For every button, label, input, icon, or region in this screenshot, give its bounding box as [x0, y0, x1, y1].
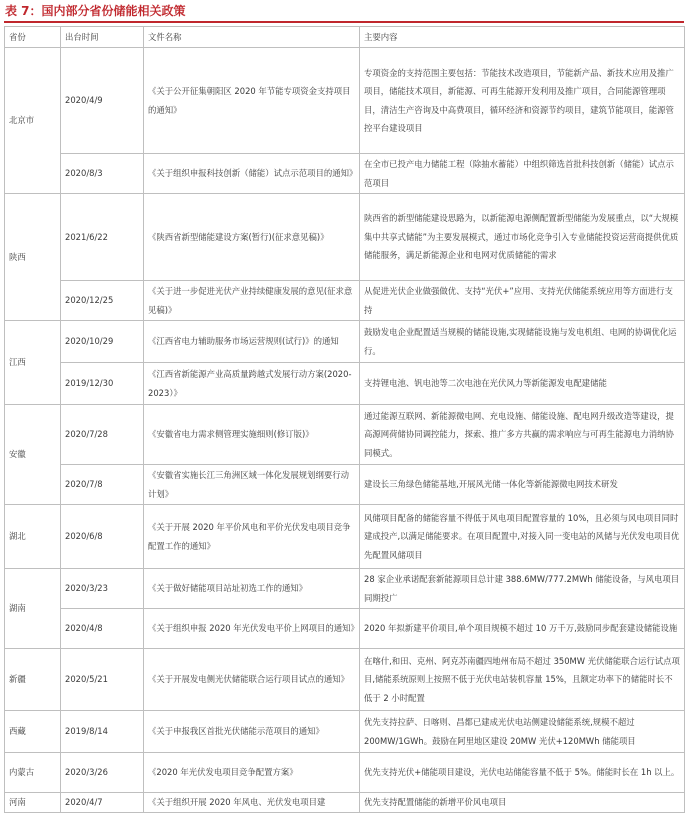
table-row [5, 753, 685, 793]
date-cell: 2019/8/14 [61, 711, 144, 753]
table-row [5, 465, 685, 505]
file-name-cell: 《安徽省电力需求侧管理实施细则(修订版)》 [144, 405, 360, 465]
table-row [5, 194, 685, 281]
file-name-cell: 《陕西省新型储能建设方案(暂行)(征求意见稿)》 [144, 194, 360, 281]
date-cell: 2019/12/30 [61, 363, 144, 405]
policy-table [4, 26, 685, 813]
header-content: 主要内容 [360, 27, 685, 48]
file-name-cell: 《关于申报我区首批光伏储能示范项目的通知》 [144, 711, 360, 753]
province-cell: 新疆 [5, 649, 61, 711]
file-name-cell: 《江西省电力辅助服务市场运营规则(试行)》的通知 [144, 321, 360, 363]
table-row [5, 405, 685, 465]
content-cell: 专项资金的支持范围主要包括：节能技术改造项目，节能新产品、新技术应用及推广项目，储能技术项目，新能源、可再生能源开发利用及推广项目，合同能源管理项目，清洁生产咨询及中高费项目，循环经济和资源节约项目，建筑节能项目，能源管控平台建设项目 [360, 48, 685, 154]
date-cell: 2020/3/26 [61, 753, 144, 793]
content-cell: 优先支持拉萨、日喀则、昌都已建成光伏电站侧建设储能系统,规模不超过 200MW/1GWh。鼓励在阿里地区建设 20MW 光伏+120MWh 储能项目 [360, 711, 685, 753]
table-row [5, 711, 685, 753]
table-title: 表 7：国内部分省份储能相关政策 [5, 4, 186, 18]
province-cell: 湖北 [5, 505, 61, 569]
date-cell: 2020/6/8 [61, 505, 144, 569]
province-cell: 安徽 [5, 405, 61, 505]
content-cell: 鼓励发电企业配置适当规模的储能设施,实现储能设施与发电机组、电网的协调优化运行。 [360, 321, 685, 363]
file-name-cell: 《2020 年光伏发电项目竞争配置方案》 [144, 753, 360, 793]
table-row [5, 154, 685, 194]
date-cell: 2020/4/9 [61, 48, 144, 154]
date-cell: 2020/4/8 [61, 609, 144, 649]
table-row [5, 48, 685, 154]
date-cell: 2020/10/29 [61, 321, 144, 363]
province-cell: 北京市 [5, 48, 61, 194]
file-name-cell: 《关于开展发电侧光伏储能联合运行项目试点的通知》 [144, 649, 360, 711]
province-cell: 陕西 [5, 194, 61, 321]
province-cell: 江西 [5, 321, 61, 405]
table-row [5, 321, 685, 363]
date-cell: 2020/5/21 [61, 649, 144, 711]
province-cell: 湖南 [5, 569, 61, 649]
content-cell: 在全市已投产电力储能工程（除抽水蓄能）中组织筛选首批科技创新（储能）试点示范项目 [360, 154, 685, 194]
province-cell: 西藏 [5, 711, 61, 753]
table-row [5, 609, 685, 649]
province-cell: 内蒙古 [5, 753, 61, 793]
file-name-cell: 《关于做好储能项目站址初选工作的通知》 [144, 569, 360, 609]
date-cell: 2020/4/7 [61, 793, 144, 813]
file-name-cell: 《关于组织开展 2020 年风电、光伏发电项目建 [144, 793, 360, 813]
date-cell: 2020/8/3 [61, 154, 144, 194]
table-row [5, 281, 685, 321]
date-cell: 2020/7/28 [61, 405, 144, 465]
table-row [5, 649, 685, 711]
header-province: 省份 [5, 27, 61, 48]
date-cell: 2020/7/8 [61, 465, 144, 505]
content-cell: 优先支持光伏+储能项目建设，光伏电站储能容量不低于 5%。储能时长在 1h 以上。 [360, 753, 685, 793]
header-row [5, 27, 685, 48]
header-date: 出台时间 [61, 27, 144, 48]
table-row [5, 569, 685, 609]
file-name-cell: 《关于进一步促进光伏产业持续健康发展的意见(征求意见稿)》 [144, 281, 360, 321]
file-name-cell: 《安徽省实施长江三角洲区域一体化发展规划纲要行动计划》 [144, 465, 360, 505]
content-cell: 28 家企业承诺配套新能源项目总计建 388.6MW/777.2MWh 储能设备，与风电项目同期投广 [360, 569, 685, 609]
content-cell: 从促进光伏企业做强做优、支持“光伏+”应用、支持光伏储能系统应用等方面进行支持 [360, 281, 685, 321]
content-cell: 支持锂电池、钒电池等二次电池在光伏风力等新能源发电配建储能 [360, 363, 685, 405]
content-cell: 陕西省的新型储能建设思路为，以新能源电源侧配置新型储能为发展重点，以“大规模集中共享式储能”为主要发展模式，通过市场化竞争引入专业储能投资运营商提供优质储能服务，满足新能源企业和电网对优质储能的需求 [360, 194, 685, 281]
file-name-cell: 《关于组织申报科技创新（储能）试点示范项目的通知》 [144, 154, 360, 194]
table-row [5, 505, 685, 569]
date-cell: 2020/12/25 [61, 281, 144, 321]
file-name-cell: 《江西省新能源产业高质量跨越式发展行动方案(2020-2023）》 [144, 363, 360, 405]
content-cell: 在喀什,和田、克州、阿克苏南疆四地州布局不超过 350MW 光伏储能联合运行试点项目,储能系统原则上按照不低于光伏电站装机容量 15%，且额定功率下的储能时长不低于 2 小时配置 [360, 649, 685, 711]
content-cell: 优先支持配置储能的新增平价风电项目 [360, 793, 685, 813]
content-cell: 风储项目配备的储能容量不得低于风电项目配置容量的 10%，且必须与风电项目同时建成投产,以满足储能要求。在项目配置中,对接入同一变电站的风储与光伏发电项目优先配置风储项目 [360, 505, 685, 569]
file-name-cell: 《关于公开征集朝阳区 2020 年节能专项资金支持项目的通知》 [144, 48, 360, 154]
file-name-cell: 《关于开展 2020 年平价风电和平价光伏发电项目竞争配置工作的通知》 [144, 505, 360, 569]
content-cell: 2020 年拟新建平价项目,单个项目规模不超过 10 万千万,鼓励同步配套建设储能设施 [360, 609, 685, 649]
date-cell: 2021/6/22 [61, 194, 144, 281]
table-row [5, 793, 685, 813]
content-cell: 通过能源互联网、新能源微电网、充电设施、储能设施、配电网升级改造等建设，提高源网荷储协同调控能力，探索、推广多方共赢的需求响应与可再生能源电力消纳协同模式。 [360, 405, 685, 465]
province-cell: 河南 [5, 793, 61, 813]
header-file: 文件名称 [144, 27, 360, 48]
title-rule [4, 21, 684, 23]
file-name-cell: 《关于组织申报 2020 年光伏发电平价上网项目的通知》 [144, 609, 360, 649]
date-cell: 2020/3/23 [61, 569, 144, 609]
content-cell: 建设长三角绿色储能基地,开展风光储一体化等新能源微电网技术研发 [360, 465, 685, 505]
table-row [5, 363, 685, 405]
